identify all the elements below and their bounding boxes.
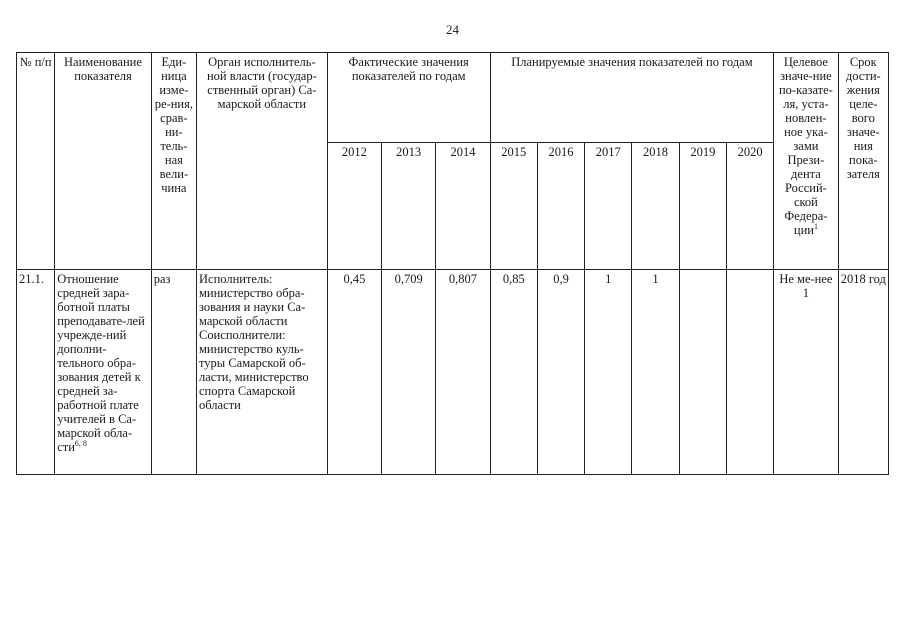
row-plan-2019: [679, 270, 726, 475]
year-2012: 2012: [327, 142, 381, 269]
row-target: Не ме-нее 1: [774, 270, 838, 475]
row-fact-2013: 0,709: [382, 270, 436, 475]
header-target: [774, 53, 838, 270]
year-2018: 2018: [632, 142, 679, 269]
row-fact-2014: 0,807: [436, 270, 490, 475]
header-target-footnote: 1: [813, 221, 818, 231]
page-number: 24: [446, 22, 459, 37]
row-deadline: 2018 год: [838, 270, 888, 475]
year-2014: 2014: [436, 142, 490, 269]
indicators-table: [16, 52, 889, 475]
row-plan-2015: 0,85: [490, 270, 537, 475]
header-unit: Еди-ница изме-ре-ния, срав-ни-тель-ная вели-чина: [151, 53, 196, 270]
year-2016: 2016: [537, 142, 584, 269]
row-plan-2018: 1: [632, 270, 679, 475]
header-name: Наименование показателя: [55, 53, 152, 270]
year-2015: 2015: [490, 142, 537, 269]
year-2020: 2020: [726, 142, 773, 269]
row-plan-2017: 1: [585, 270, 632, 475]
header-organ: Орган исполнитель-ной власти (государ-ственный орган) Са-марской области: [197, 53, 328, 270]
year-2017: 2017: [585, 142, 632, 269]
header-plan-group: Планируемые значения показателей по годам: [490, 53, 774, 143]
row-name: [55, 270, 152, 475]
row-num: 21.1.: [17, 270, 55, 475]
row-plan-2020: [726, 270, 773, 475]
header-num: № п/п: [17, 53, 55, 270]
year-2013: 2013: [382, 142, 436, 269]
row-organ: Исполнитель: министерство обра-зования и науки Са-марской области Соисполнители: министерство куль-туры Самарской об-ласти, министерство спорта Самарской области: [197, 270, 328, 475]
year-2019: 2019: [679, 142, 726, 269]
table-row: [17, 270, 889, 475]
row-name-text: Отношение средней зара-ботной платы преподавате-лей учрежде-ний дополни-тельного обра-зования детей к средней за-работной плате учителей в Са-марской обла-сти: [57, 272, 145, 454]
header-target-text: Целевое значе-ние по-казате-ля, уста-новлен-ное ука-зами Прези-дента Россий-ской Федера-ции: [778, 55, 833, 237]
row-name-footnote: 6, 8: [74, 438, 87, 448]
row-plan-2016: 0,9: [537, 270, 584, 475]
row-unit: раз: [151, 270, 196, 475]
header-deadline: Срок дости-жения целе-вого значе-ния пока-зателя: [838, 53, 888, 270]
header-fact-group: Фактические значения показателей по годам: [327, 53, 490, 143]
row-fact-2012: 0,45: [327, 270, 381, 475]
